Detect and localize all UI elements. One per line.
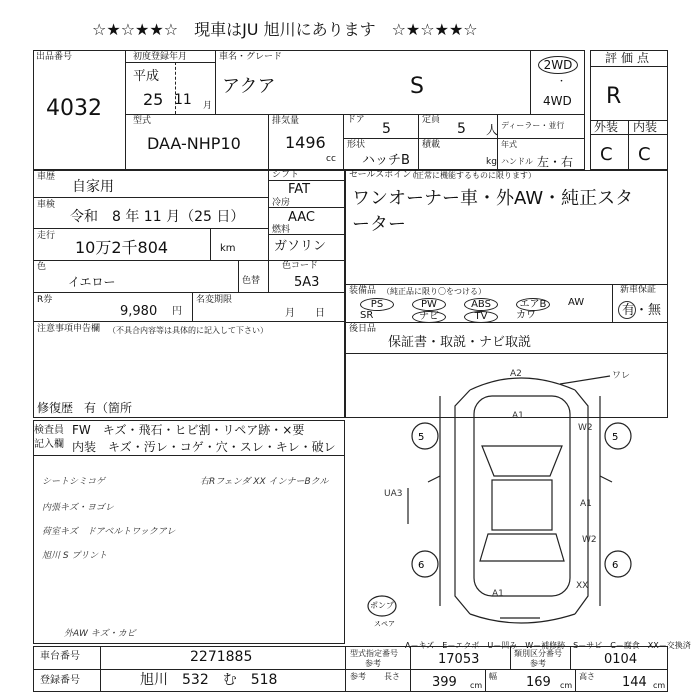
length-unit: cm — [470, 681, 483, 690]
displacement-label: 排気量 — [272, 116, 300, 126]
wheel-label-fl: 5 — [418, 432, 425, 443]
ref-label-1: 参考 — [365, 659, 381, 668]
reg-month: 11 — [174, 92, 192, 108]
equipment-item-2: PW — [412, 298, 446, 311]
grade: S — [410, 74, 424, 99]
shift-label: シフト — [272, 170, 300, 180]
repair-label: 修復歴 — [37, 401, 74, 415]
shaken-date: 令和 8 年 11 月（25 日） — [70, 209, 245, 225]
shape-label: 形状 — [347, 140, 366, 150]
kg-unit: kg — [486, 157, 497, 167]
damage-mark-8: XX — [576, 581, 589, 591]
equipment-sub: （純正品に限り〇をつける） — [382, 287, 486, 296]
doors: 5 — [382, 121, 391, 137]
notes-sub: （不具合内容等は具体的に記入して下さい） — [108, 326, 268, 335]
first-reg-label: 初度登録年月 — [133, 52, 188, 62]
handwritten-note-1: シートシミコゲ — [42, 477, 106, 487]
int-grade: C — [638, 144, 651, 165]
damage-mark-9: ワレ — [612, 371, 631, 381]
rating-score: R — [606, 84, 622, 109]
length-label: 長さ — [384, 672, 400, 681]
color-label: 色 — [37, 262, 47, 272]
ext-grade: C — [600, 144, 613, 165]
wheel-label-rr: 6 — [612, 560, 619, 571]
damage-mark-4: UA3 — [384, 489, 403, 499]
name-change-date: 月 日 — [285, 308, 325, 319]
capacity: 5 — [457, 121, 466, 137]
ext-label: 外装 — [594, 120, 619, 134]
equipment-item-row2-3: TV — [464, 311, 498, 323]
type-label: 型式 — [133, 116, 152, 126]
height-label: 高さ — [579, 672, 595, 681]
sales-label: セールスポイント — [349, 170, 421, 180]
cc-unit: cc — [326, 154, 336, 164]
damage-mark-5: A1 — [580, 499, 592, 509]
color: イエロー — [68, 275, 116, 289]
damage-legend: A－キズ E－エクボ U－凹み W－補修跡 S－サビ C－腐食 XX－交換済 — [405, 641, 691, 650]
handwritten-note-5: 右Rフェンダ XX インナーBクル — [200, 477, 329, 487]
capacity-unit: 人 — [486, 123, 499, 137]
equipment-item-row2-4: カワ — [516, 310, 536, 321]
ac-label: 冷房 — [272, 198, 291, 208]
history-label: 車歴 — [37, 172, 56, 182]
chassis-number: 2271885 — [190, 649, 253, 665]
shift: FAT — [288, 182, 311, 197]
color-change-label: 色替 — [242, 276, 261, 286]
history: 自家用 — [72, 179, 114, 195]
sales-text-1: ワンオーナー車・外AW・純正スタ — [352, 188, 634, 209]
wheel-label-fr: 5 — [612, 432, 619, 443]
shape: ハッチB — [362, 153, 410, 168]
damage-mark-7: A1 — [492, 589, 504, 599]
reg-label: 登録番号 — [40, 675, 80, 686]
damage-mark-6: W2 — [582, 535, 597, 545]
model-year-label: 年式 — [501, 140, 517, 149]
model-name: アクア — [222, 76, 276, 97]
inspector-row-2: 内装 キズ・汚レ・コゲ・穴・スレ・キレ・破レ — [72, 440, 336, 454]
width: 169 — [526, 675, 551, 690]
handwritten-note-2: 内張キズ・ヨゴレ — [42, 503, 114, 513]
length: 399 — [432, 675, 457, 690]
car-damage-diagram — [350, 356, 668, 652]
damage-mark-1: A2 — [510, 369, 522, 379]
drive-4wd: 4WD — [543, 94, 572, 108]
banner-text: ☆★☆★★☆ 現車はJU 旭川にあります ☆★☆★★☆ — [92, 20, 478, 39]
equipment-item-row2-2: ナビ — [412, 311, 446, 323]
header-block — [33, 50, 585, 170]
inspector-label-2: 記入欄 — [34, 439, 64, 450]
height: 144 — [622, 675, 647, 690]
damage-mark-3: W2 — [578, 423, 593, 433]
int-label: 内装 — [633, 120, 658, 134]
sales-sub: （正常に機能するものに限ります） — [408, 171, 536, 180]
yen-unit: 円 — [172, 306, 182, 317]
handwritten-note-6: 外AW キズ・カビ — [64, 629, 136, 639]
height-unit: cm — [653, 681, 666, 690]
fuel-label: 燃料 — [272, 225, 291, 235]
color-code-label: 色コード — [282, 261, 319, 271]
km-unit: km — [220, 243, 236, 254]
reg-year: 25 — [143, 90, 164, 109]
type-num-label: 型式指定番号 — [350, 649, 398, 658]
era: 平成 — [133, 69, 160, 84]
chassis-label: 車台番号 — [40, 651, 80, 662]
equipment-item-3: ABS — [464, 298, 498, 311]
equipment-item-row2-1: SR — [360, 310, 374, 321]
repair-value: 有（箇所 — [84, 401, 133, 415]
handwritten-note-4: 旭川 S プリント — [42, 551, 108, 561]
rating-label: 評価点 — [605, 51, 654, 65]
fuel: ガソリン — [274, 239, 327, 254]
width-unit: cm — [560, 681, 573, 690]
handle: 左・右 — [537, 155, 574, 169]
notes-label: 注意事項申告欄 — [37, 324, 101, 334]
load-label: 積載 — [422, 140, 441, 150]
reg-number: 旭川 532 む 518 — [140, 672, 278, 688]
type-code: DAA-NHP10 — [147, 134, 241, 153]
handle-label: ハンドル — [501, 157, 533, 166]
ref-label-3: 参考 — [350, 672, 366, 681]
lot-number: 4032 — [46, 96, 102, 121]
dealer-label: ディーラー・並行 — [501, 121, 565, 130]
width-label: 幅 — [489, 672, 497, 681]
manual-value: 有・無 — [622, 303, 662, 318]
inspector-label-1: 検査員 — [34, 425, 64, 436]
type-num: 17053 — [438, 652, 480, 667]
recycle-label: R券 — [37, 295, 53, 305]
ref-label-2: 参考 — [530, 659, 546, 668]
shaken-label: 車検 — [37, 200, 56, 210]
sales-text-2: ーター — [352, 214, 406, 235]
mileage-label: 走行 — [37, 231, 56, 241]
manual-circle — [618, 301, 636, 319]
model-label: 車名・グレード — [219, 52, 283, 62]
doors-label: ドア — [347, 115, 365, 125]
equipment-item-4: エアB — [516, 298, 550, 311]
damage-mark-2: A1 — [512, 411, 524, 421]
spare-tire-label: ポンプ — [370, 601, 394, 610]
name-change-label: 名変期限 — [196, 295, 233, 305]
reg-month-unit: 月 — [203, 101, 213, 111]
drive-2wd: 2WD — [538, 56, 578, 74]
handwritten-note-3: 荷室キズ ドアベルトワックアレ — [42, 527, 176, 537]
lot-label: 出品番号 — [36, 52, 73, 62]
manual-label: 新車保証 — [620, 285, 657, 295]
color-code: 5A3 — [294, 275, 320, 290]
equipment-label: 装備品 — [349, 286, 377, 296]
class-num-label: 類別区分番号 — [514, 649, 562, 658]
mileage: 10万2千804 — [75, 238, 169, 257]
equipment-item-1: PS — [360, 298, 394, 311]
equipment-item-5: AW — [568, 297, 585, 308]
capacity-label: 定員 — [422, 115, 441, 125]
inspector-row-1: FW キズ・飛石・ヒビ割・リペア跡・×要 — [72, 423, 305, 437]
recycle-amount: 9,980 — [120, 304, 158, 319]
wheel-label-rl: 6 — [418, 560, 425, 571]
class-num: 0104 — [604, 652, 638, 667]
displacement: 1496 — [285, 133, 326, 152]
after-items: 保証書・取説・ナビ取説 — [388, 335, 532, 350]
after-label: 後日品 — [349, 324, 377, 334]
spare-label: スペア — [374, 620, 395, 628]
ac: AAC — [288, 210, 315, 225]
